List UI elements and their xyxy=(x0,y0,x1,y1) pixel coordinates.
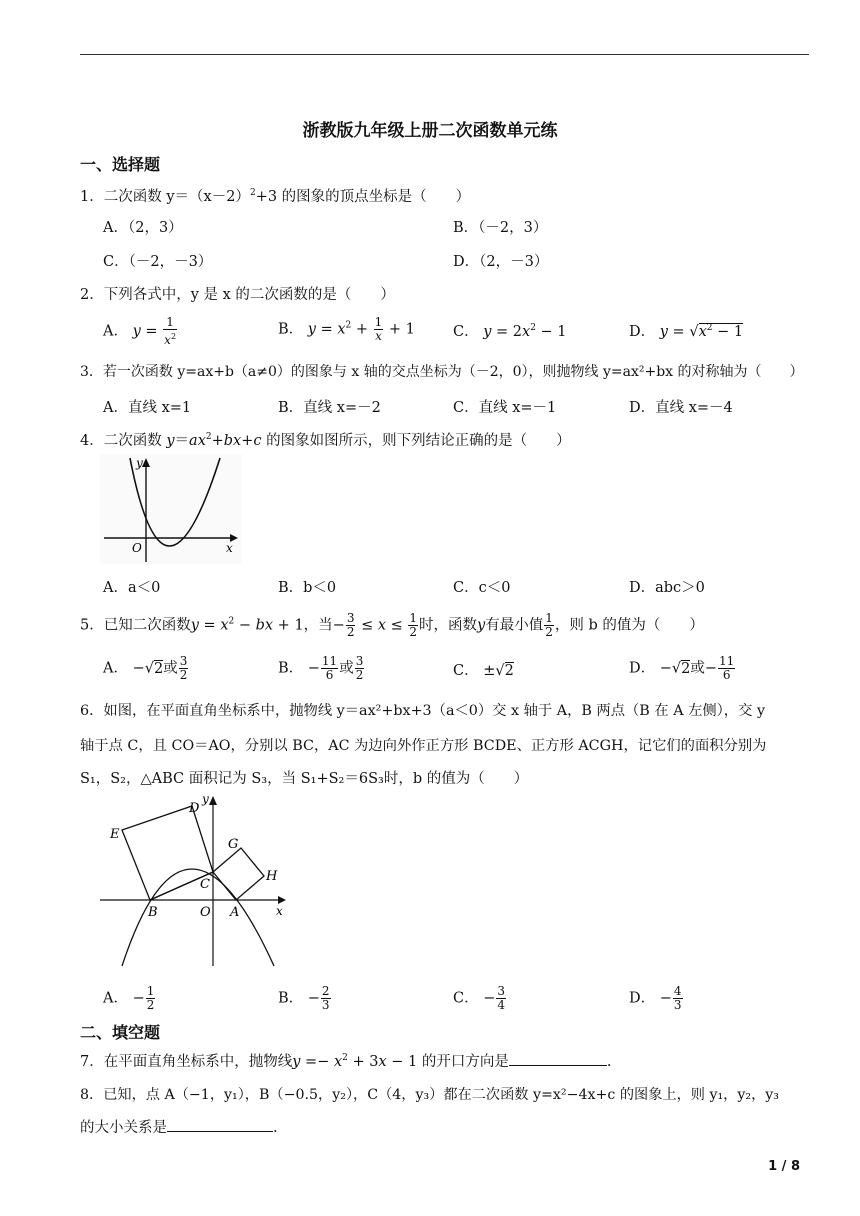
question-2-stem: 2．下列各式中，y 是 x 的二次函数的是（ ） xyxy=(80,287,395,303)
label-b: B xyxy=(148,905,158,920)
q5-option-d: D． −√2或− $\frac{11}{6}$ xyxy=(629,654,735,682)
label-g: G xyxy=(228,837,239,852)
q3-option-c: C．直线 x=－1 xyxy=(453,400,557,416)
q2-option-c: C． $y = 2x^2 - 1$ xyxy=(453,323,567,340)
question-6-line-2: 轴于点 C，且 CO＝AO，分别以 BC，AC 为边向外作正方形 BCDE、正方形 ACGH，记它们的面积分别为 xyxy=(80,738,767,754)
question-6-line-3: S₁，S₂，△ABC 面积记为 S₃，当 S₁+S₂＝6S₃时，b 的值为（ ） xyxy=(80,771,529,787)
label-o: O xyxy=(200,905,211,920)
q6-option-c: C． − $\frac{3}{4}$ xyxy=(453,984,506,1012)
x-axis-label: x xyxy=(226,541,233,555)
page-number: 1 / 8 xyxy=(768,1159,800,1174)
q1-option-d: D．（2，－3） xyxy=(453,254,549,270)
q2-option-a: A． y = $\frac{1}{x^2}$ xyxy=(103,315,177,347)
question-3-stem: 3．若一次函数 y=ax+b（a≠0）的图象与 x 轴的交点坐标为（－2，0），则抛物线 y=ax²+bx 的对称轴为（ ） xyxy=(80,364,804,380)
q1-option-c: C．（－2，－3） xyxy=(103,254,213,270)
label-c: C xyxy=(200,877,210,892)
q5-option-a: A． −√2或 $\frac{3}{2}$ xyxy=(103,654,188,682)
label-e: E xyxy=(110,827,120,842)
question-8-line-2: 的大小关系是 . xyxy=(80,1116,278,1137)
q4-option-d: D．abc＞0 xyxy=(629,580,705,596)
label-d: D xyxy=(189,801,200,816)
question-5-stem: 5．已知二次函数$y = x^2$ − bx + 1，当− $\frac{3}{2}$ ≤ x ≤ $\frac{1}{2}$ 时，函数y有最小值 $\frac{1}{2}$ ，则 b 的值为（ ） xyxy=(80,611,704,639)
q2-option-b: B． $y = x^2$ + $\frac{1}{x}$ + 1 xyxy=(278,315,415,343)
question-1-stem: 1．二次函数 $y=(x-2)^2+3$ 的图象的顶点坐标是（ ） xyxy=(80,188,471,205)
question-7-stem: 7．在平面直角坐标系中，抛物线$y =- x^2 + 3x - 1$ 的开口方向是 . xyxy=(80,1050,611,1071)
q5-option-c: C． ±√2 xyxy=(453,663,514,679)
square-acgh xyxy=(213,848,264,900)
q3-option-a: A．直线 x=1 xyxy=(103,400,192,416)
q4-option-b: B．b＜0 xyxy=(278,580,337,596)
question-8-line-1: 8．已知，点 A（−1，y₁），B（−0.5，y₂），C（4，y₃）都在二次函数 y=x²−4x+c 的图象上，则 y₁，y₂，y₃ xyxy=(80,1087,779,1103)
label-a: A xyxy=(230,905,240,920)
q6-option-d: D． − $\frac{4}{3}$ xyxy=(629,984,682,1012)
question-4-stem: 4．二次函数 $y=ax^2+bx+c$ 的图象如图所示，则下列结论正确的是（ ） xyxy=(80,432,571,449)
q6-option-a: A． − $\frac{1}{2}$ xyxy=(103,984,155,1012)
parabola-curve xyxy=(122,869,274,966)
q1-option-a: A．（2，3） xyxy=(103,220,183,236)
section-heading-fill: 二、填空题 xyxy=(80,1023,161,1042)
q7-answer-blank[interactable] xyxy=(509,1051,607,1066)
q3-option-d: D．直线 x=－4 xyxy=(629,400,733,416)
q4-parabola-graph xyxy=(100,454,242,564)
label-h: H xyxy=(266,869,278,884)
x-axis-label: x xyxy=(276,904,283,918)
page-title: 浙教版九年级上册二次函数单元练 xyxy=(302,121,558,141)
question-6-line-1: 6．如图，在平面直角坐标系中，抛物线 y＝ax²+bx+3（a＜0）交 x 轴于 A，B 两点（B 在 A 左侧），交 y xyxy=(80,703,766,719)
q2-option-d: D． $y = √x^2 - 1$ xyxy=(629,323,744,340)
q4-option-a: A．a＜0 xyxy=(103,580,161,596)
section-heading-choice: 一、选择题 xyxy=(80,155,161,174)
q6-option-b: B． − $\frac{2}{3}$ xyxy=(278,984,330,1012)
q8-answer-blank[interactable] xyxy=(167,1117,273,1132)
y-axis-label: y xyxy=(136,456,143,470)
origin-label: O xyxy=(132,541,142,555)
q5-option-b: B． − $\frac{11}{6}$ 或 $\frac{3}{2}$ xyxy=(278,654,364,682)
q4-option-c: C．c＜0 xyxy=(453,580,511,596)
q6-geometry-figure xyxy=(96,792,296,970)
q3-option-b: B．直线 x=－2 xyxy=(278,400,381,416)
q1-option-b: B．（－2，3） xyxy=(453,220,548,236)
header-rule xyxy=(80,54,809,55)
y-axis-label: y xyxy=(202,792,209,806)
